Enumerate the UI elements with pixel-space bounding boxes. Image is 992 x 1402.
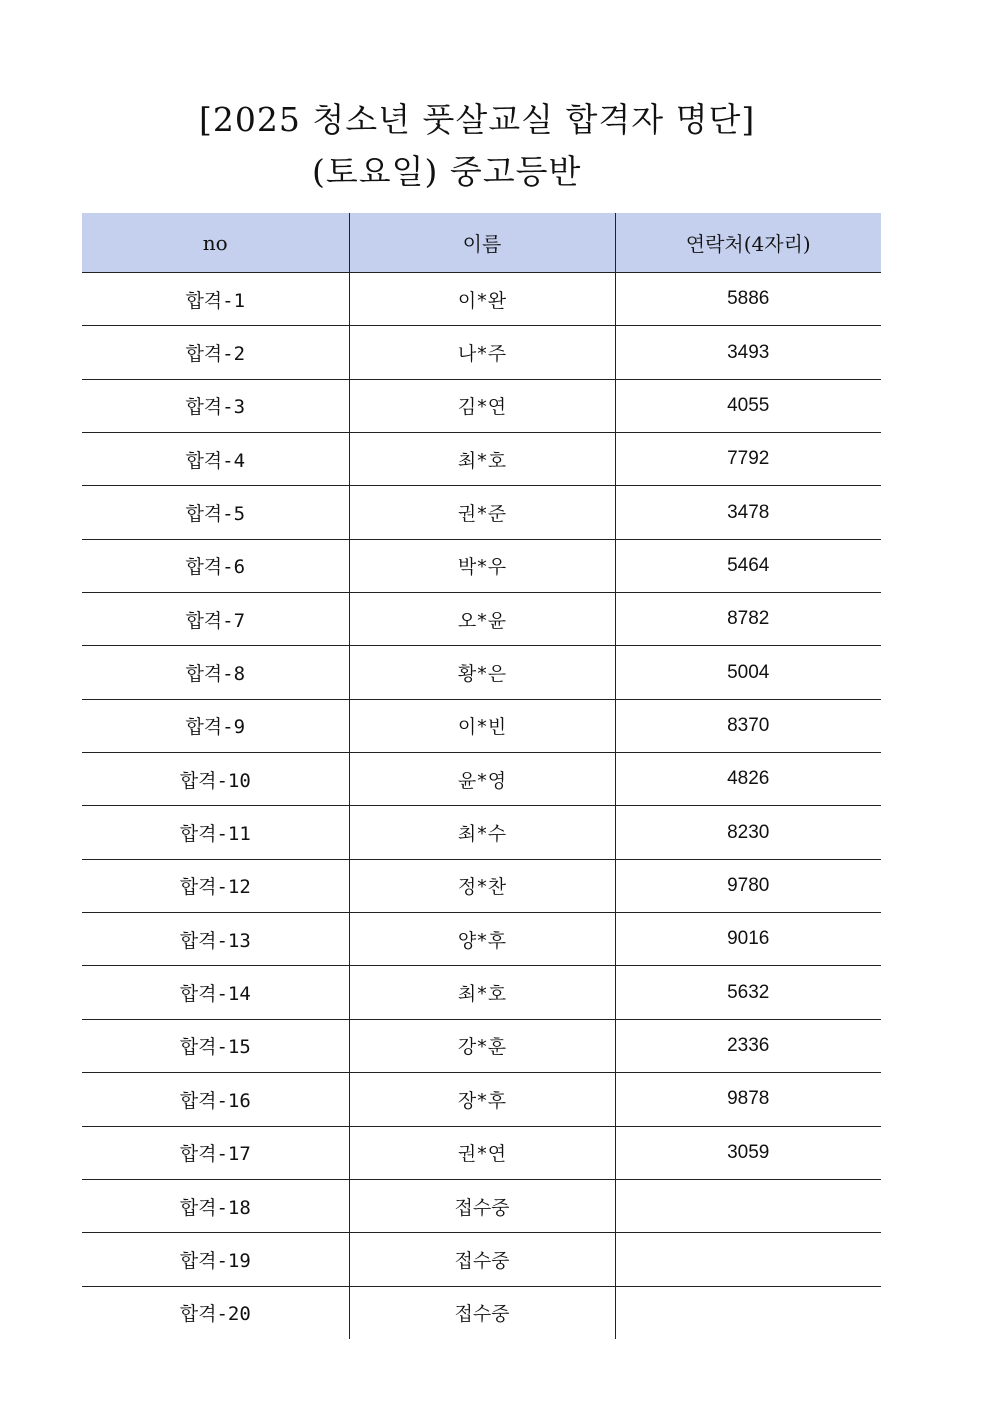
header-name: 이름 xyxy=(349,213,615,273)
table-row xyxy=(82,1179,881,1232)
table-row xyxy=(82,593,881,646)
table-row xyxy=(82,913,881,966)
table-row xyxy=(82,806,881,859)
row-name: 권*준 xyxy=(349,486,615,539)
row-name: 이*완 xyxy=(349,273,615,326)
row-no: 합격-2 xyxy=(82,326,349,379)
header-phone: 연락처(4자리) xyxy=(615,213,881,273)
row-phone: 9878 xyxy=(615,1073,881,1126)
row-no: 합격-13 xyxy=(82,913,349,966)
row-name: 양*후 xyxy=(349,913,615,966)
row-no: 합격-3 xyxy=(82,379,349,432)
row-no: 합격-14 xyxy=(82,966,349,1019)
row-name: 윤*영 xyxy=(349,753,615,806)
table-row xyxy=(82,966,881,1019)
row-name: 황*은 xyxy=(349,646,615,699)
row-phone xyxy=(615,1179,881,1232)
row-phone: 9016 xyxy=(615,913,881,966)
roster-table xyxy=(82,213,881,1339)
row-phone: 7792 xyxy=(615,433,881,486)
row-phone: 5886 xyxy=(615,273,881,326)
row-name: 접수중 xyxy=(349,1286,615,1339)
row-name: 오*윤 xyxy=(349,593,615,646)
row-name: 이*빈 xyxy=(349,699,615,752)
row-phone: 5004 xyxy=(615,646,881,699)
row-phone: 4055 xyxy=(615,379,881,432)
row-no: 합격-20 xyxy=(179,1303,251,1326)
row-name: 접수중 xyxy=(349,1233,615,1286)
table-row xyxy=(82,859,881,912)
table-row xyxy=(82,646,881,699)
row-no: 합격-10 xyxy=(82,753,349,806)
row-name: 장*후 xyxy=(349,1073,615,1126)
row-no: 합격-8 xyxy=(82,646,349,699)
row-phone: 4826 xyxy=(615,753,881,806)
row-no: 합격-18 xyxy=(82,1179,349,1232)
row-name: 나*주 xyxy=(349,326,615,379)
row-phone: 8230 xyxy=(615,806,881,859)
row-name: 정*찬 xyxy=(349,859,615,912)
table-row xyxy=(82,433,881,486)
table-row xyxy=(82,753,881,806)
row-name: 강*훈 xyxy=(349,1019,615,1072)
row-phone: 3059 xyxy=(615,1126,881,1179)
row-phone xyxy=(615,1286,881,1339)
row-name: 접수중 xyxy=(349,1179,615,1232)
table-row xyxy=(82,1233,881,1286)
table-row xyxy=(82,1286,881,1339)
row-no: 합격-5 xyxy=(82,486,349,539)
row-phone: 8370 xyxy=(615,699,881,752)
row-no: 합격-12 xyxy=(82,859,349,912)
row-no: 합격-6 xyxy=(82,539,349,592)
row-phone: 8782 xyxy=(615,593,881,646)
row-phone: 9780 xyxy=(615,859,881,912)
row-phone: 5632 xyxy=(615,966,881,1019)
row-no: 합격-1 xyxy=(82,273,349,326)
row-no: 합격-11 xyxy=(82,806,349,859)
row-phone: 3493 xyxy=(615,326,881,379)
table-row xyxy=(82,1019,881,1072)
table-header-row xyxy=(82,213,881,273)
row-no: 합격-16 xyxy=(82,1073,349,1126)
row-phone: 3478 xyxy=(615,486,881,539)
row-name: 최*호 xyxy=(349,966,615,1019)
row-phone: 2336 xyxy=(615,1019,881,1072)
table-row xyxy=(82,486,881,539)
row-no: 합격-4 xyxy=(82,433,349,486)
row-no: 합격-9 xyxy=(82,699,349,752)
row-name: 김*연 xyxy=(349,379,615,432)
header-no: no xyxy=(82,213,349,273)
document-title: [2025 청소년 풋살교실 합격자 명단] xyxy=(199,100,756,139)
document-subtitle: (토요일) 중고등반 xyxy=(312,152,582,191)
row-phone: 5464 xyxy=(615,539,881,592)
row-no: 합격-7 xyxy=(82,593,349,646)
table-row xyxy=(82,1126,881,1179)
table-row xyxy=(82,1073,881,1126)
row-name: 최*수 xyxy=(349,806,615,859)
row-no: 합격-19 xyxy=(82,1233,349,1286)
table-row xyxy=(82,539,881,592)
row-name: 최*호 xyxy=(349,433,615,486)
row-name: 권*연 xyxy=(349,1126,615,1179)
row-no: 합격-17 xyxy=(82,1126,349,1179)
row-name: 박*우 xyxy=(349,539,615,592)
table-row xyxy=(82,326,881,379)
table-row xyxy=(82,699,881,752)
row-phone xyxy=(615,1233,881,1286)
table-row xyxy=(82,273,881,326)
row-no: 합격-15 xyxy=(82,1019,349,1072)
table-row xyxy=(82,379,881,432)
